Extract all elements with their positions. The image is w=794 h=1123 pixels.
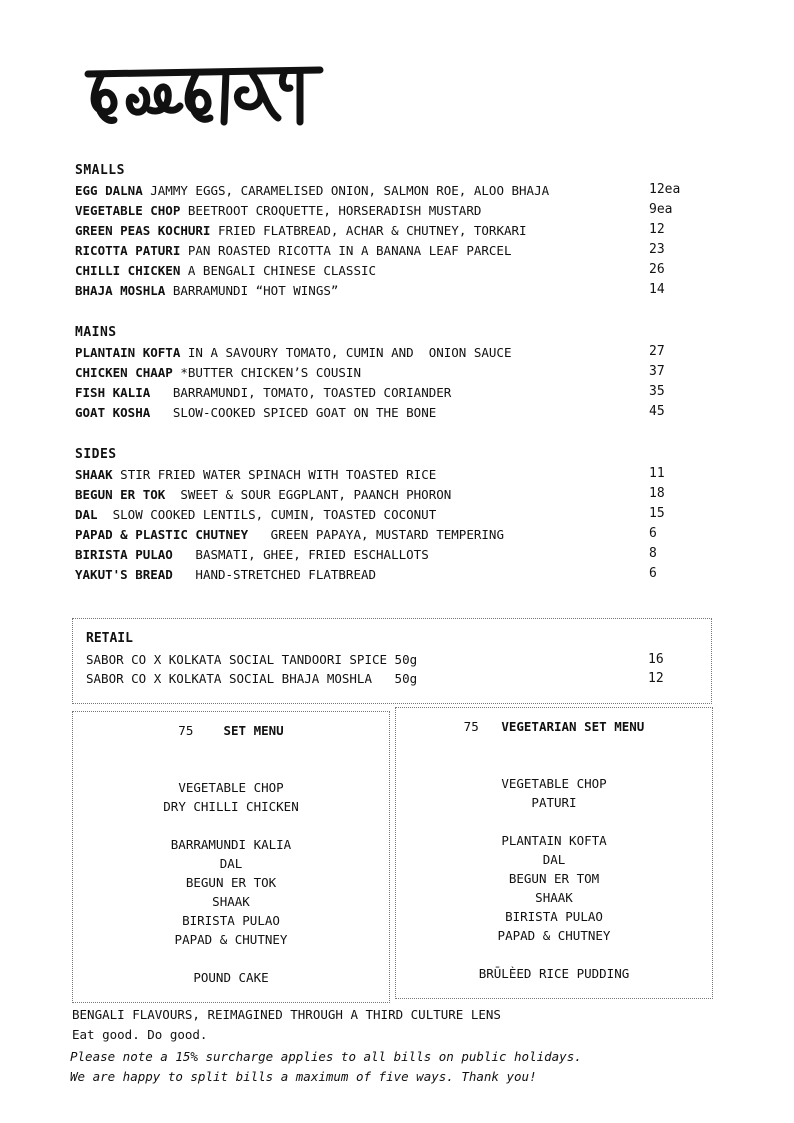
split-bill-note: We are happy to split bills a maximum of five ways. Thank you! [70,1069,537,1084]
set-menu-item: SHAAK [212,894,250,909]
menu-item-name: RICOTTA PATURI [75,243,181,258]
set-menu-item: BIRISTA PULAO [505,909,603,924]
set-menu-price: 75 [178,723,194,738]
sides-list [75,465,715,585]
menu-item-price: 8 [649,546,657,561]
menu-item [75,403,715,423]
veg-set-menu-header [396,719,712,734]
mains-section [75,323,715,423]
veg-set-menu-list [396,774,712,983]
menu-item-description: IN A SAVOURY TOMATO, CUMIN AND ONION SAUCE [180,345,512,360]
tagline: BENGALI FLAVOURS, REIMAGINED THROUGH A THIRD CULTURE LENS [72,1007,501,1022]
menu-item [75,525,715,545]
set-menu-item: POUND CAKE [193,970,269,985]
menu-item-name: CHICKEN CHAAP [75,365,173,380]
smalls-section [75,161,715,301]
menu-item [75,281,715,301]
motto: Eat good. Do good. [72,1027,208,1042]
surcharge-note: Please note a 15% surcharge applies to all bills on public holidays. [70,1049,582,1064]
retail-item: SABOR CO X KOLKATA SOCIAL BHAJA MOSHLA 50g [86,671,418,686]
menu-item-price: 11 [649,466,665,481]
menu-item-name: GREEN PEAS KOCHURI [75,223,211,238]
spacer [73,949,389,968]
set-menu-item: PLANTAIN KOFTA [501,833,607,848]
menu-item-name: EGG DALNA [75,183,143,198]
veg-set-menu-box [395,707,713,999]
menu-item-price: 18 [649,486,665,501]
spacer [396,945,712,964]
smalls-list [75,181,715,301]
menu-item-name: BHAJA MOSHLA [75,283,166,298]
sides-section [75,445,715,585]
set-menu-box [72,711,390,1003]
set-menu-item: PATURI [531,795,577,810]
menu-item [75,201,715,221]
set-menu-item: BIRISTA PULAO [182,913,280,928]
retail-item: SABOR CO X KOLKATA SOCIAL TANDOORI SPICE 50g [86,652,418,667]
menu-item-description: BEETROOT CROQUETTE, HORSERADISH MUSTARD [180,203,482,218]
menu-item [75,383,715,403]
menu-item-name: PAPAD & PLASTIC CHUTNEY [75,527,249,542]
menu-item-description: BARRAMUNDI, TOMATO, TOASTED CORIANDER [150,385,452,400]
menu-item-description: *BUTTER CHICKEN’S COUSIN [172,365,361,380]
set-menu-list [73,778,389,987]
menu-item-name: FISH KALIA [75,385,151,400]
set-menu-item: BEGUN ER TOK [185,875,277,890]
menu-item-description: BASMATI, GHEE, FRIED ESCHALLOTS [172,547,429,562]
retail-price: 16 [648,652,664,667]
menu-item [75,565,715,585]
menu-item [75,343,715,363]
menu-item-name: PLANTAIN KOFTA [75,345,181,360]
menu-item-price: 23 [649,242,665,257]
menu-item-description: SLOW-COOKED SPICED GOAT ON THE BONE [150,405,437,420]
menu-item-price: 15 [649,506,665,521]
menu-item [75,363,715,383]
set-menu-item: DAL [219,856,243,871]
mains-list [75,343,715,423]
set-menu-item: BARRAMUNDI KALIA [170,837,292,852]
menu-item-description: STIR FRIED WATER SPINACH WITH TOASTED RICE [112,467,437,482]
mains-title: MAINS [75,325,117,340]
set-menu-item: DAL [542,852,566,867]
menu-item-description: JAMMY EGGS, CARAMELISED ONION, SALMON ROE, ALOO BHAJA [142,183,550,198]
menu-item-price: 45 [649,404,665,419]
retail-title: RETAIL [86,631,133,646]
menu-item-price: 35 [649,384,665,399]
menu-item-price: 12 [649,222,665,237]
menu-item-price: 37 [649,364,665,379]
menu-item-name: GOAT KOSHA [75,405,151,420]
retail-price: 12 [648,671,664,686]
menu-item-description: GREEN PAPAYA, MUSTARD TEMPERING [248,527,504,542]
menu-item-name: BEGUN ER TOK [75,487,166,502]
set-menu-item: VEGETABLE CHOP [178,780,284,795]
spacer [73,816,389,835]
menu-item-price: 6 [649,566,657,581]
menu-item-price: 27 [649,344,665,359]
menu-item-description: HAND-STRETCHED FLATBREAD [172,567,377,582]
menu-item-name: SHAAK [75,467,113,482]
menu-item-price: 9ea [649,202,673,217]
spacer [396,812,712,831]
menu-item-description: PAN ROASTED RICOTTA IN A BANANA LEAF PARCEL [180,243,512,258]
veg-set-menu-title: VEGETARIAN SET MENU [501,719,645,734]
set-menu-item: PAPAD & CHUTNEY [497,928,611,943]
set-menu-header [73,723,389,738]
set-menu-item: BEGUN ER TOM [508,871,600,886]
menu-item-name: DAL [75,507,98,522]
veg-set-menu-price: 75 [463,719,479,734]
set-menu-item: DRY CHILLI CHICKEN [163,799,299,814]
set-menu-item: SHAAK [535,890,573,905]
menu-item-name: CHILLI CHICKEN [75,263,181,278]
menu-item [75,261,715,281]
menu-item [75,485,715,505]
menu-item-name: YAKUT'S BREAD [75,567,173,582]
set-menu-item: BRŪLÈED RICE PUDDING [478,966,630,981]
menu-item [75,221,715,241]
menu-item-description: SWEET & SOUR EGGPLANT, PAANCH PHORON [165,487,452,502]
smalls-title: SMALLS [75,163,125,178]
menu-item [75,181,715,201]
menu-item-name: BIRISTA PULAO [75,547,173,562]
menu-item [75,505,715,525]
menu-item [75,241,715,261]
menu-item-price: 6 [649,526,657,541]
menu-item-price: 26 [649,262,665,277]
menu-item-price: 12ea [649,182,681,197]
set-menu-item: VEGETABLE CHOP [501,776,607,791]
menu-item-name: VEGETABLE CHOP [75,203,181,218]
menu-item [75,465,715,485]
menu-item-description: SLOW COOKED LENTILS, CUMIN, TOASTED COCONUT [97,507,437,522]
menu-item-description: A BENGALI CHINESE CLASSIC [180,263,377,278]
menu-item-description: FRIED FLATBREAD, ACHAR & CHUTNEY, TORKARI [210,223,527,238]
sides-title: SIDES [75,447,117,462]
menu-item [75,545,715,565]
menu-item-description: BARRAMUNDI “HOT WINGS” [165,283,339,298]
retail-box [72,618,712,704]
set-menu-title: SET MENU [223,723,284,738]
set-menu-item: PAPAD & CHUTNEY [174,932,288,947]
kolkata-logo [84,60,324,132]
menu-item-price: 14 [649,282,665,297]
